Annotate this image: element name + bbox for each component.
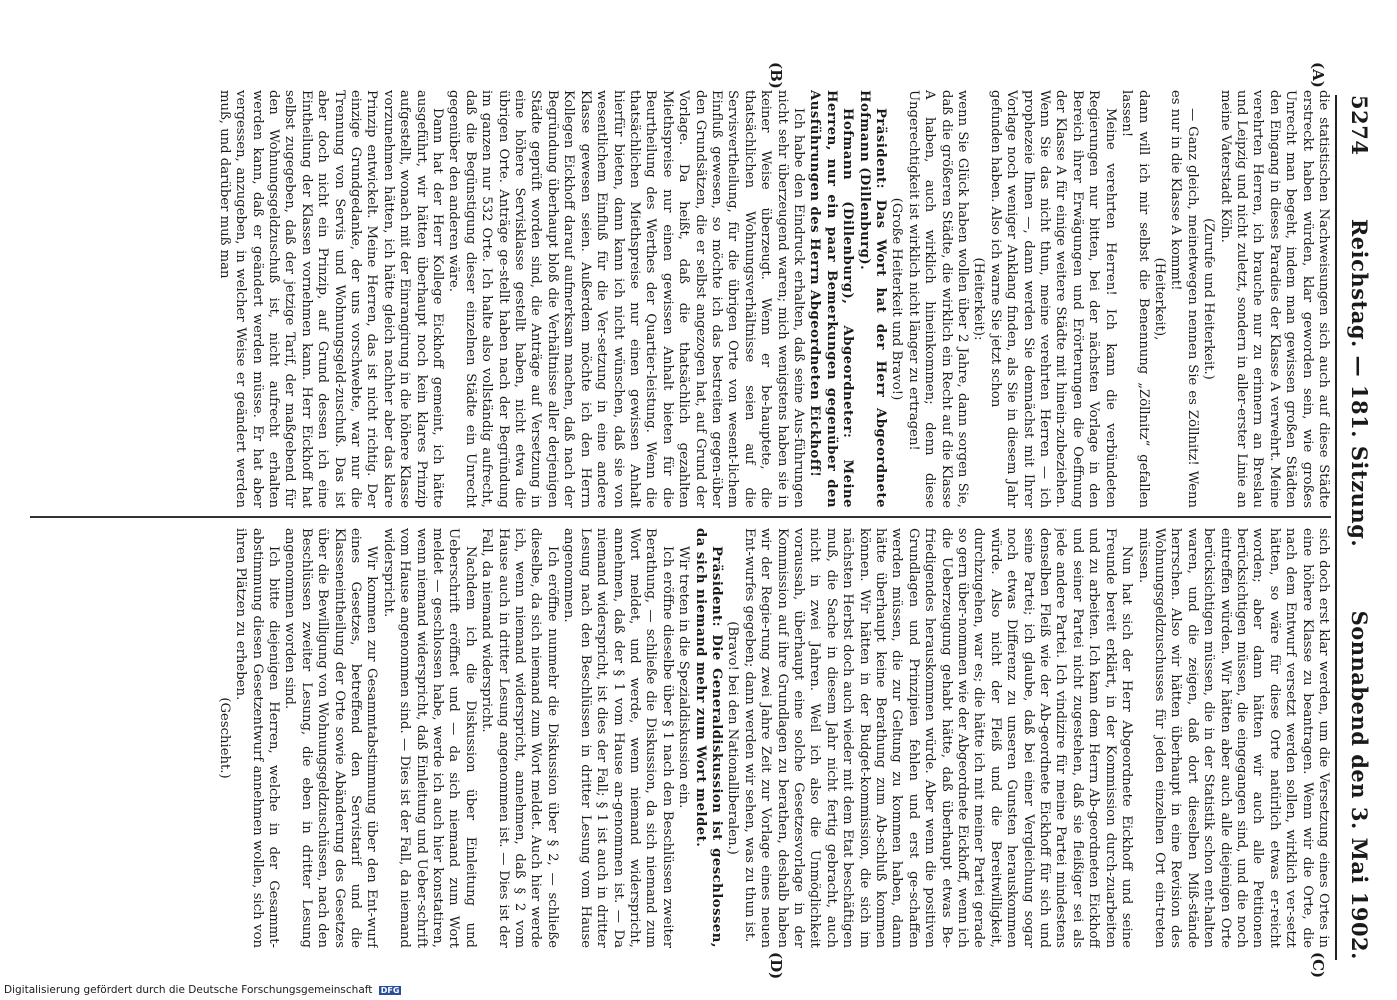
- paragraph: Ich eröffne nunmehr die Diskussion über § 2, — schließe dieselbe, da sich niemand zum Wort meldet. Auch hier werde ich, wenn niemand widerspricht, annehmen, daß § 2 vom Hause auch in dritter Lesung angenommen ist. — Dies ist der Fall, da niemand widerspricht.: [479, 528, 560, 948]
- speaker-paragraph: Hofmann (Dillenburg), Abgeordneter: Meine Herren, nur ein paar Bemerkungen gegenüber den Ausführungen des Herrn Abgeordneten Eickhoff!: [807, 90, 856, 508]
- paragraph: Dann hat der Herr Kollege Eickhoff gemeint, ich hätte ausgeführt, wir hätten überhaupt noch kein klares Prinzip aufgestellt, wonach mit der Einrangirung in die höhere Klasse vorzunehmen hätten, ich hätte gleich nachher aber das klare Prinzip entwickelt. Meine Herren, das ist nicht richtig. Der einzige Grundgedanke, der uns vorschwebte, war nur die Trennung von Servis und Wohnungsgeld-zuschuß. Das ist aber doch nicht ein Prinzip, auf Grund dessen ich eine Eintheilung der Klassen vornehmen kann. Herr Eickhoff hat selbst zugegeben, daß der jetzige Tarif, der maßgebend für den Wohnungsgeldzuschuß ist, nicht aufrecht erhalten werden kann, daß er geändert werden müsse. Er hat aber vergessen, anzugeben, in welcher Weise er geändert werden muß, und darüber muß man: [216, 90, 446, 508]
- paragraph: Wir treten in die Spezialdiskussion ein.: [676, 546, 692, 809]
- paragraph: die statistischen Nachweisungen sich auch auf diese Städte erstreckt haben würden, klar geworden sein, wie großes Unrecht man begeht, indem man gewissen großen Städten den Eingang in dieses Paradies der Klasse A verwehrt. Meine verehrten Herren, ich brauche nur zu erinnern an Breslau und Leipzig und nicht zuletzt, sondern in aller-erster Linie an meine Vaterstadt Köln.: [1217, 90, 1331, 508]
- column-divider: [30, 516, 1331, 518]
- page-number: 5274: [1347, 95, 1372, 156]
- interjection: (Geschieht.): [216, 697, 232, 779]
- digitization-credit-text: Digitalisierung gefördert durch die Deutsche Forschungsgemeinschaft: [4, 984, 373, 996]
- dfg-logo: DFG: [380, 986, 400, 995]
- interjection: (Zurufe und Heiterkeit.): [1201, 218, 1217, 380]
- paragraph: sich doch erst klar werden, um die Versetzung eines Ortes in eine höhere Klasse zu beantragen. Wenn wir die Orte, die nach dem Entwurf versetzt werden sollen, wirklich ver-setzt hätten, so wäre für diese Orte natürlich etwas er-reicht worden; aber dann hätten wir auch alle Petitionen berücksichtigen müssen, die eingegangen sind, und die noch eintreffen würden. Wir hätten aber auch alle diejenigen Orte berücksichtigen müssen, die in der Statistik schon ent-halten waren, und die zeigen, daß dort dieselben Miß-stände herrschen. Also wir hätten überhaupt in eine Revision des Wohnungsgeldzuschusses für jeden einzelnen Ort ein-treten müssen.: [1135, 528, 1331, 948]
- interjection: (Heiterkeit),: [1151, 257, 1167, 341]
- paragraph: Nachdem ich die Diskussion über Einleitung und Ueberschrift eröffnet und — da sich niemand zum Wort meldet — geschlossen habe, werde ich auch hier konstatiren, wenn niemand widerspricht, daß Einleitung und Ueber-schrift vom Hause angenommen sind. — Dies ist der Fall, da niemand widerspricht.: [380, 528, 478, 948]
- left-text-column: [30, 90, 1331, 508]
- header-rule: [1335, 95, 1337, 960]
- margin-mark-c: (C): [1309, 952, 1327, 979]
- interjection: (Heiterkeit):: [971, 257, 987, 341]
- interjection: (Bravo! bei den Nationalliberalen.): [725, 621, 741, 855]
- paragraph: wenn Sie Glück haben wollen über 2 Jahre, dann sorgen Sie, daß die größeren Städte, die wirklich ein Recht auf die Klasse A haben, auch wirklich hineinkommen; denn diese Ungerechtigkeit ist wirklich nicht länger zu ertragen!: [905, 90, 971, 508]
- speaker-paragraph: Präsident: Das Wort hat der Herr Abgeordnete Hofmann (Dillenburg).: [856, 90, 889, 508]
- page-header: [1347, 95, 1381, 960]
- page-title: Reichstag. — 181. Sitzung.: [1347, 218, 1372, 548]
- paragraph: Ich eröffne dieselbe über § 1 nach den Beschlüssen zweiter Berathung, — schließe die Diskussion, da sich niemand zum Wort meldet, und werde, wenn niemand widerspricht, annehmen, daß der § 1 vom Hause an-genommen ist. — Da niemand widerspricht, ist dies der Fall; § 1 ist auch in dritter Lesung nach den Beschlüssen in dritter Lesung vom Hause angenommen.: [561, 528, 675, 948]
- margin-mark-a: (A): [1309, 62, 1327, 88]
- paragraph: Ich habe den Eindruck erhalten, daß seine Aus-führungen nicht sehr überzeugend waren; mich wenigstens haben sie in keiner Weise überzeugt. Wenn er be-hauptete, die thatsächlichen Wohnungsverhältnisse seien auf die Servisvertheilung, für die übrigen Orte von wesent-lichem Einfluß gewesen, so möchte ich das bestreiten gegen-über den Grundsätzen, die er selbst angezogen hat, auf Grund der Vorlage. Da heißt, daß die thatsächlich gezahlten Miethspreise nur einen gewissen Anhalt bieten für die Beurtheilung des Werthes der Quartier-leistung. Wenn die thatsächlichen Miethspreise nur einen gewissen Anhalt hierfür bieten, dann kann ich nicht wünschen, daß sie von wesentlichem Einfluß für die Ver-setzung in eine andere Klasse gewesen seien. Außerdem möchte ich den Herrn Kollegen Eickhoff darauf aufmerksam machen, daß nach der Begründung überhaupt bloß die Verhältnisse aller derjenigen Städte geprüft worden sind, die Anträge auf Versetzung in eine höhere Servisklasse gestellt haben, nicht etwa die übrigen Orte. Anträge ge-stellt haben nach der Begründung im ganzen nur 532 Orte. Ich halte also vollständig aufrecht, daß die Begünstigung dieser einzelnen Städte ein Unrecht gegenüber den anderen wäre.: [446, 90, 806, 508]
- paragraph: Wir kommen zur Gesammtabstimmung über den Ent-wurf eines Gesetzes, betreffend den Servistarif und die Klasseneintheilung der Orte sowie Abänderung des Gesetzes über die Bewilligung von Wohnungsgeldzuschüssen, nach den Beschlüssen zweiter Lesung, die eben in dritter Lesung angenommen worden sind.: [282, 528, 380, 948]
- paragraph: dann will ich mir selbst die Benennung „Zöllnitz“ gefallen lassen!: [1119, 90, 1151, 508]
- margin-mark-d: (D): [767, 952, 785, 980]
- paragraph: Nun hat sich der Herr Abgeordnete Eickhoff und seine Freunde bereit erklärt, in der Kommission durch-zuarbeiten und zu arbeiten. Ich kann dem Herrn Ab-geordneten Eickhoff und seiner Partei nicht zugestehen, daß sie fleißiger sei als jede andere Partei. Ich vindizire für meine Partei mindestens denselben Fleiß wie der Ab-geordnete Eickhoff für sich und seine Partei; ich glaube, daß bei einer Vergleichung sogar noch etwas Differenz zu unseren Gunsten herauskommen würde. Also nicht der Fleiß und die Bereitwilligkeit, durchzugehen, war es; die hätte ich mit meiner Partei gerade so gern über-nommen wie der Abgeordnete Eickhoff, wenn ich die Ueberzeugung gehabt hätte, daß überhaupt etwas Be-friedigendes herauskommen würde. Aber wenn die positiven Grundlagen und Prinzipien fehlen und erst ge-schaffen werden müssen, die zur Geltung zu kommen haben, dann hätte überhaupt keine Berathung zum Ab-schluß kommen können. Wir hätten in der Budget-kommission, die sich im nächsten Herbst doch auch wieder mit dem Etat beschäftigen muß, die Sache in diesem Jahr nicht fertig gebracht, auch nicht in zwei Jahren. Weil ich also die Unmöglichkeit voraussah, überhaupt eine solche Gesetzesvorlage in der Kommission auf ihre Grundlagen zu berathen, deshalb haben wir der Regie-rung zwei Jahre Zeit zur Vorlage eines neuen Ent-wurfes gegeben; dann werden wir sehen, was zu thun ist.: [741, 528, 1135, 948]
- session-date: Sonnabend den 3. Mai 1902.: [1347, 610, 1372, 960]
- speaker-paragraph: Präsident: Die Generaldiskussion ist geschlossen, da sich niemand mehr zum Wort meldet.: [692, 528, 724, 948]
- paragraph: — Ganz gleich, meinetwegen nennen Sie es Zöllnitz! Wenn es nur in die Klasse A kommt!: [1168, 90, 1200, 508]
- right-text-column: [30, 528, 1331, 948]
- interjection: (Große Heiterkeit und Bravo!): [889, 197, 905, 401]
- paragraph: Ich bitte diejenigen Herren, welche in der Gesammt-abstimmung diesen Gesetzentwurf annehmen wollen, sich von ihren Plätzen zu erheben.: [233, 528, 281, 948]
- margin-mark-b: (B): [767, 62, 785, 89]
- paragraph: Meine verehrten Herren! Ich kann die verbündeten Regierungen nur bitten, bei der nächsten Vorlage in den Bereich ihrer Erwägungen und Erörterungen die Oeffnung der Klasse A für einige weitere Städte mit hinein-zubeziehen. Wenn Sie das nicht thun, meine verehrten Herren — ich prophezeie Ihnen —, dann werden Sie demnächst mit Ihrer Vorlage noch weniger Anklang finden, als Sie in diesem Jahr gefunden haben. Also ich warne Sie jetzt schon: [987, 90, 1118, 508]
- digitization-credit: [4, 984, 1384, 996]
